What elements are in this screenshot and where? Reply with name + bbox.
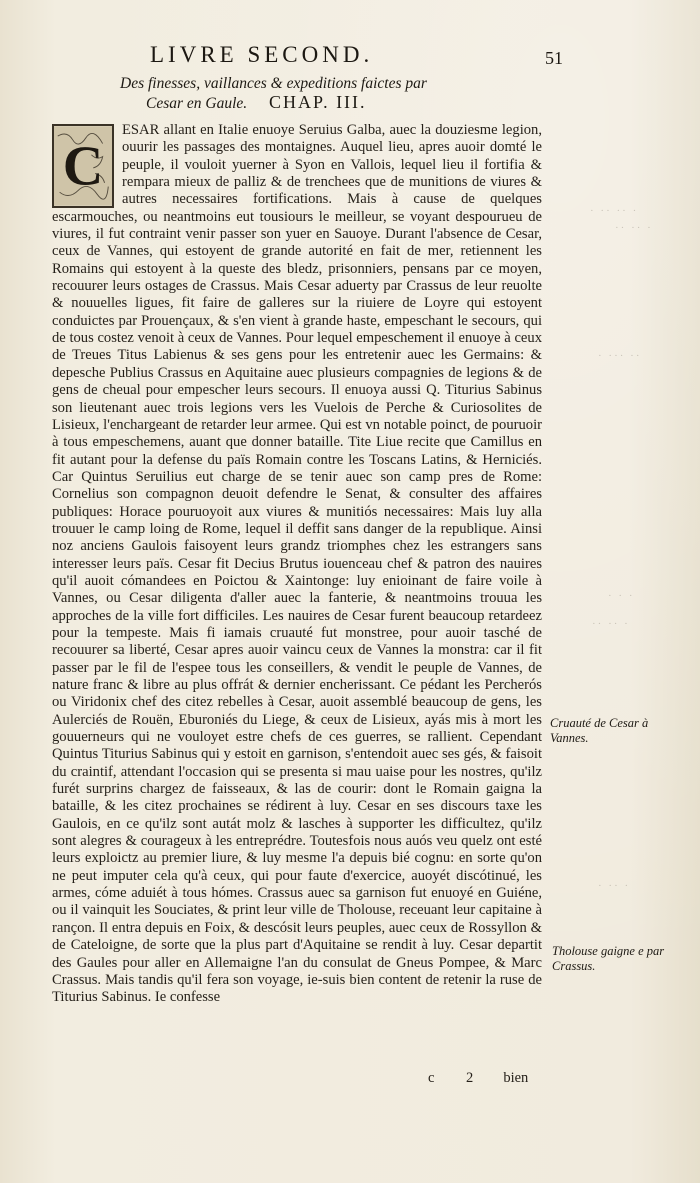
show-through-mark: · ·· · — [598, 880, 631, 892]
chapter-label: CHAP. III. — [269, 92, 367, 112]
show-through-mark: ·· ·· · — [615, 222, 653, 234]
ornamental-initial-icon — [52, 124, 114, 208]
chapter-title-line-2: Cesar en Gaule. — [146, 95, 248, 112]
margin-note-cruaute: Cruauté de Cesar à Vannes. — [550, 716, 649, 745]
chapter-title — [120, 74, 500, 113]
body-paragraph: ESAR allant en Italie enuoye Seruius Galba, auec la douziesme legion, ouurir les passages des montaignes. Auquel lieu, apres auoir domté le peuple, il vouloit yuerner à Syon en Vallois, lequel lieu il fortifia & rempara mieux de palliz & de trenchees que de munitions de viures & autres necessaires fortifications. Mais à cause de quelques escarmouches, ou neantmoins eut tousiours le meilleur, se voyant despourueu de viures, il fut contraint venir passer son yuer en Sauoye. Durant l'absence de Cesar, ceux de Vannes, qui estoyent de grande autorité en fait de mer, retiennent les Romains qui estoyent à la queste des bledz, prisonniers, pensans par ce moyen, recouurer leurs ostages de Crassus. Mais Cesar aduerty par Crassus de leur reuolte & nouuelles ligues, fit faire de galleres sur la riuiere de Loyre qui estoyent conduictes par Prouençaux, & s'en vient à grande haste, empeschant le secours, qui de tous costez venoit à ceux de Vannes. Pour lequel empeschement il enuoye à ceux de Treues Titus Labienus & ses gens pour les entretenir auec les Germains: & depesche Publius Crassus en Aquitaine auec plusieurs compagnies de legions & de gens de cheual pour empescher leurs secours. Il enuoya aussi Q. Titurius Sabinus son lieutenant auec trois legions vers les Vuelois de Perche & Curiosolites de Lisieux, l'enchargeant de retarder leur armee. Qui est vn notable poinct, de pouruoir à tous empeschemens, auant que donner bataille. Tite Liue recite que Camillus en fit autant pour la defense du païs Romain contre les Toscans Latins, & Herniciés. Car Quintus Seruilius eut charge de se tenir auec son camp pres de Rome: Cornelius son compagnon deuoit defendre le Senat, & consulter des affaires publiques: Horace pouruoyoit aux viures & munitiós necessaires: Mais luy alla trouuer le camp loing de Rome, lequel il deffit sans danger de la republique. Ainsi noz anciens Gaulois faisoyent leurs grandz triomphes chez les estrangers sans interesser leurs païs. Cesar fit Decius Brutus iouenceau chef & patron des nauires qu'il auoit cómandees en Poictou & Xaintonge: luy enioinant de faire voile à Vannes, ou Cesar diligenta d'aller auec la fanterie, & neantmoins trouua les approches de la ville fort difficiles. Les nauires de Cesar furent beaucoup retardeez pour la tempeste. Mais fi iamais cruauté fut monstree, pour auoir tasché de recouurer sa liberté, Cesar apres auoir vaincu ceux de Vannes la monstra: car il fit passer par le fil de l'espee tous les conseillers, & vendit le peuple de Vannes, de nature franc & libre au plus offrát & dernier encherissant. Ce pédant les Percherós ou Viridonix chef des citez rebelles à Cesar, auoit assemblé beaucoup de gens, les Aulerciés de Rouën, Eburoniés du Liege, & ceux de Lisieux, ayás mis à mort les gouuerneurs qui ne vouloyet estre chefs de ces guerres, se rallient. Cependant Quintus Titurius Sabinus qui y estoit en garnison, s'entendoit auec ses gés, & faisoit du craintif, attendant l'occasion qui se presenta si mau uaise pour les nostres, qu'ilz furét surprins chargez de faisseaux, & las de courir: dont le Romain gaigna la bataille, & les citez prochaines se rédirent à luy. Cesar en ses discours taxe les Gaulois, en ce qu'ilz sont autát molz & lasches à supporter les difficultez, qu'ilz sont alegres & courageux à les entreprédre. Toutesfois nous auós veu quelz ont esté leurs exploictz au premier liure, & luy mesme l'a depuis bié cognu: en sorte qu'on ne peut imputer cela qu'à ceux, qui pour faute d'exercice, auoyét discótinué, les armes, cóme aduiét à tous hómes. Crassus auec sa garnison fut enuoyé en Guiéne, ou il vainquit les Souciates, & print leur ville de Tholouse, receuant leur capitaine à rançon. Il entra depuis en Foix, & descósit leurs peuples, auec ceux de Rossyllon & de Cateloigne, de sorte que la plus part d'Aquitaine se rendit à luy. Cesar departit des Gaules pour aller en Allemaigne l'an du consulat de Gneus Pompee, & Marc Crassus. Mais tandis qu'il fera son voyage, ie-suis bien content de retenir la ruse de Titurius Sabinus. Ie confesse — [52, 122, 542, 1006]
margin-note-tholouse: Tholouse gaigne e par Crassus. — [552, 944, 665, 973]
body-text — [52, 122, 542, 1007]
catchword-line — [428, 1070, 528, 1087]
show-through-mark: · · · — [608, 590, 635, 602]
signature-mark: c 2 — [428, 1070, 474, 1086]
chapter-title-line-1: Des finesses, vaillances & expeditions faictes par — [120, 75, 427, 92]
page-number: 51 — [545, 48, 563, 68]
show-through-mark: · ··· ·· — [598, 350, 642, 362]
show-through-mark: ·· ·· · — [592, 618, 630, 630]
show-through-mark: · ·· ·· · — [590, 205, 639, 217]
catchword: bien — [503, 1070, 529, 1086]
running-head: LIVRE SECOND. — [150, 42, 374, 67]
drop-cap-letter: C — [62, 135, 104, 198]
